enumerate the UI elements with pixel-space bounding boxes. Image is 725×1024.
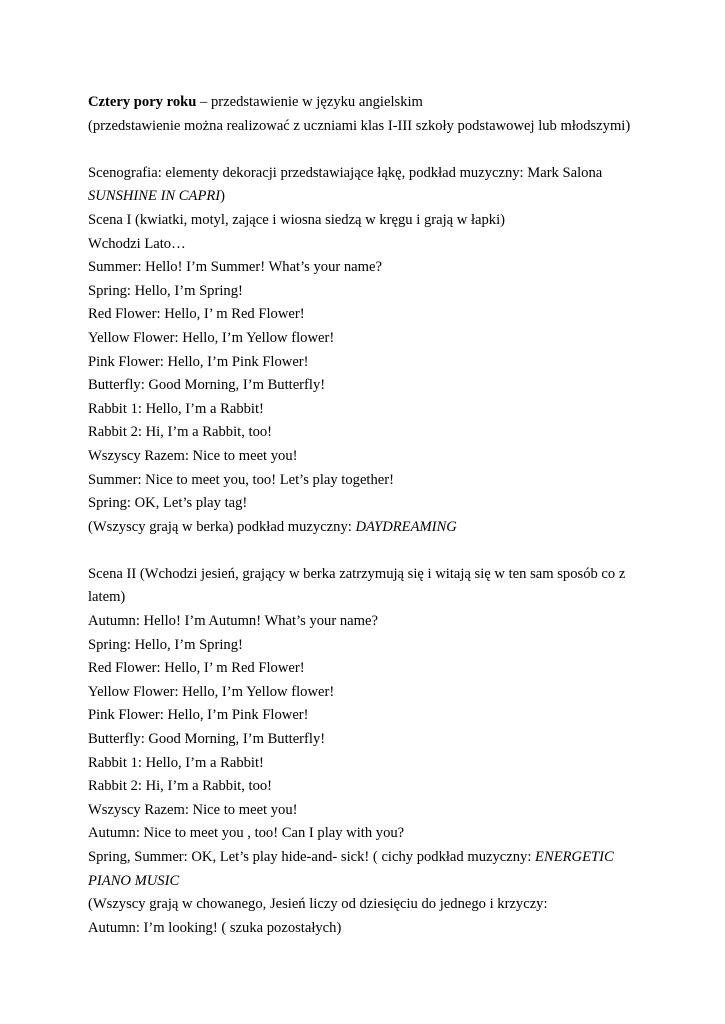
scene1-dialogue-line: Wszyscy Razem: Nice to meet you!: [88, 447, 298, 464]
scene2-dialogue-line: Red Flower: Hello, I’ m Red Flower!: [88, 660, 305, 677]
scene2-dialogue-line: Yellow Flower: Hello, I’m Yellow flower!: [88, 683, 335, 700]
scenography-line: Scenografia: elementy dekoracji przedstawiające łąkę, podkład muzyczny: Mark Salona: [88, 164, 603, 181]
scene2-heading-cont: latem): [88, 589, 126, 606]
scene1-dialogue-line: Rabbit 2: Hi, I’m a Rabbit, too!: [88, 424, 273, 441]
scene2-dialogue-line: Spring: Hello, I’m Spring!: [88, 636, 243, 653]
scene2-music-title: ENERGETIC: [535, 849, 614, 865]
document-title: [88, 91, 688, 115]
scene2-hide-and-seek: [88, 846, 688, 870]
scene1-dialogue-line: Pink Flower: Hello, I’m Pink Flower!: [88, 353, 309, 370]
scene1-music-text: (Wszyscy grają w berka) podkład muzyczny:: [88, 518, 356, 535]
scene2-heading: Scena II (Wchodzi jesień, grający w berka zatrzymują się i witają się w ten sam sposób co z: [88, 565, 626, 582]
scene1-dialogue-line: Summer: Nice to meet you, too! Let’s play together!: [88, 471, 394, 488]
scene2-direction: (Wszyscy grają w chowanego, Jesień liczy od dziesięciu do jednego i krzyczy:: [88, 896, 548, 913]
music-close: ): [220, 188, 226, 205]
document-page: [88, 91, 688, 940]
spacer: [88, 138, 688, 162]
scene1-dialogue-line: Rabbit 1: Hello, I’m a Rabbit!: [88, 400, 264, 417]
scene1-dialogue-line: Yellow Flower: Hello, I’m Yellow flower!: [88, 329, 335, 346]
scene2-dialogue-line: Rabbit 2: Hi, I’m a Rabbit, too!: [88, 778, 273, 795]
title-rest: – przedstawienie w języku angielskim: [196, 94, 423, 110]
scene1-dialogue-line: Summer: Hello! I’m Summer! What’s your name?: [88, 259, 382, 276]
scene1-dialogue-line: Red Flower: Hello, I’ m Red Flower!: [88, 306, 305, 323]
scene2-dialogue-line: Rabbit 1: Hello, I’m a Rabbit!: [88, 754, 264, 771]
scene1-dialogue-line: Butterfly: Good Morning, I’m Butterfly!: [88, 377, 326, 394]
music-title: SUNSHINE IN CAPRI: [88, 188, 221, 205]
scene2-dialogue-line: Autumn: Nice to meet you , too! Can I play with you?: [88, 825, 405, 842]
scene1-dialogue-line: Spring: Hello, I’m Spring!: [88, 282, 243, 299]
scene2-music-title-cont: PIANO MUSIC: [88, 872, 180, 889]
scene2-hide-text: Spring, Summer: OK, Let’s play hide-and- sick! ( cichy podkład muzyczny:: [88, 849, 536, 865]
scene1-music-title: DAYDREAMING: [355, 518, 457, 535]
scene2-dialogue-line: Butterfly: Good Morning, I’m Butterfly!: [88, 731, 326, 748]
document-subtitle: (przedstawienie można realizować z uczniami klas I-III szkoły podstawowej lub młodszymi): [88, 117, 631, 134]
scene1-dialogue-line: Spring: OK, Let’s play tag!: [88, 495, 248, 512]
scene2-dialogue-line: Pink Flower: Hello, I’m Pink Flower!: [88, 707, 309, 724]
scene1-heading: Scena I (kwiatki, motyl, zające i wiosna siedzą w kręgu i grają w łapki): [88, 211, 505, 228]
title-bold: Cztery pory roku: [88, 94, 197, 110]
scene2-dialogue-line: Wszyscy Razem: Nice to meet you!: [88, 801, 298, 818]
spacer: [88, 539, 688, 563]
scene2-dialogue-line: Autumn: Hello! I’m Autumn! What’s your name?: [88, 613, 378, 630]
scene1-music: [88, 516, 688, 540]
scene2-dialogue-line: Autumn: I’m looking! ( szuka pozostałych): [88, 919, 342, 936]
scene1-enter: Wchodzi Lato…: [88, 235, 186, 252]
scenography-music: [88, 185, 688, 209]
